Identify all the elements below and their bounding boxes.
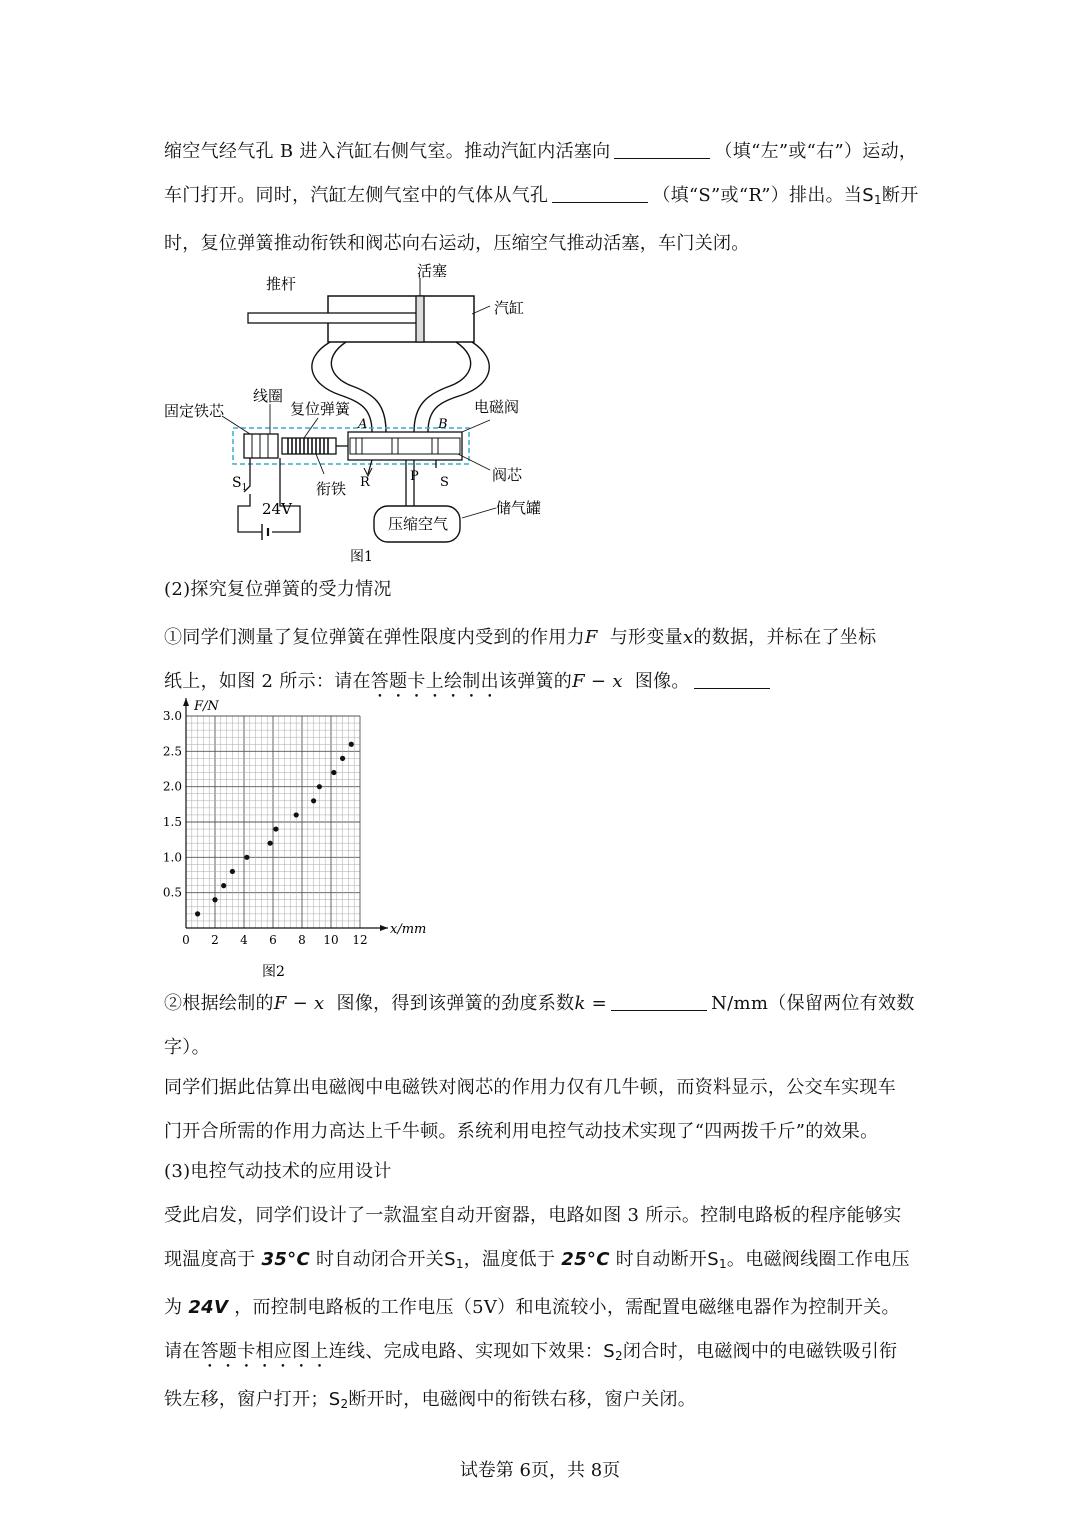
info-paragraph: 同学们据此估算出电磁阀中电磁铁对阀芯的作用力仅有几牛顿，而资料显示，公交车实现车 门开合所需的作用力高达上千牛顿。系统利用电控气动技术实现了“四两拨千斤”的效果。 [164,1077,896,1142]
answer-blank-stiffness[interactable] [611,992,707,1011]
label-compressed-air: 压缩空气 [388,515,449,533]
data-point [331,770,336,775]
data-point [268,841,273,846]
data-point [273,826,278,831]
q2-line1: ②根据绘制的F − x 图像，得到该弹簧的劲度系数k = N/mm（保留两位有效数 [164,993,915,1014]
q1-line2: 纸上，如图 2 所示：请在答题卡上绘制出该弹簧的F − x 图像。 [164,660,924,704]
q2-line2: 字）。 [164,1037,210,1058]
data-point [311,798,316,803]
page-footer: 试卷第 6页，共 8页 [459,1460,621,1481]
section-2 [164,568,924,704]
label-coil: 线圈 [253,387,284,405]
data-point [230,869,235,874]
label-port-a: A [358,417,368,432]
label-solenoid-valve: 电磁阀 [474,398,520,416]
section-3-line2: 现温度高于 35°C 时自动闭合开关$S_1$，温度低于 25°C 时自动断开$S_1$。电磁阀线圈工作电压 [164,1249,910,1271]
y-tick-label: 2.5 [162,744,182,759]
label-s1: $S_1$ [232,475,248,493]
x-tick-label: 2 [211,933,219,947]
label-spring: 复位弹簧 [290,400,351,418]
chart-grid [186,716,360,928]
valve-body [348,432,462,460]
section-3-line5: 铁左移，窗户打开；$S_2$断开时，电磁阀中的衔铁右移，窗户关闭。 [164,1389,697,1411]
data-point [340,756,345,761]
answer-blank-graph[interactable] [694,670,770,689]
para1-line3: 时，复位弹簧推动衔铁和阀芯向右运动，压缩空气推动活塞，车门关闭。 [164,233,750,254]
piston [416,296,424,342]
label-port-r: R [360,475,370,490]
data-point [244,855,249,860]
y-tick-label: 1.5 [162,815,182,829]
chart-x-label: x/mm [390,922,427,937]
chart-y-label: F/N [194,699,219,714]
section-2-title: (2)探究复位弹簧的受力情况 [164,579,392,600]
figure-1-caption: 图1 [350,549,373,565]
data-point [221,883,226,888]
para1-line1: 缩空气经气孔 B 进入汽缸右侧气室。推动汽缸内活塞向 （填“左”或“右”）运动， [164,141,918,162]
question-2 [164,982,924,1070]
para-continued [164,130,924,266]
x-tick-label: 4 [240,933,248,947]
answer-blank-port[interactable] [552,184,648,203]
label-piston: 活塞 [417,262,448,280]
q1-line1: ①同学们测量了复位弹簧在弹性限度内受到的作用力F 与形变量x的数据，并标在了坐标 [164,627,877,648]
data-point [212,897,217,902]
label-armature: 衔铁 [316,480,347,498]
label-valve-core: 阀芯 [492,466,523,484]
y-tick-label: 2.0 [162,779,182,794]
label-pushrod: 推杆 [266,275,297,293]
section-3-title: (3)电控气动技术的应用设计 [164,1161,392,1182]
answer-blank-direction[interactable] [614,140,710,159]
section-3-line4: 请在答题卡相应图上连线、完成电路、实现如下效果：$S_2$闭合时，电磁阀中的电磁铁吸引衔 [164,1341,898,1363]
data-point [317,784,322,789]
section-3: (3)电控气动技术的应用设计 受此启发，同学们设计了一款温室自动开窗器，电路如图 3 所示。控制电路板的程序能够实 现温度高于 35°C 时自动闭合开关$S_1$，温度低于 25°C 时自动断开$S_1$。电磁阀线圈工作电压 为 24V ，而控制电路板的工作电压（5V）和电流较小，需配置电磁继电器作为控制开关。 请在答题卡相应图上连线、完成电路、实现如下效果：$S_2$闭合时，电磁阀中的电磁铁吸引衔 铁左移，窗户打开；$S_2$断开时，电磁阀中的衔铁右移，窗户关闭。 [164,1150,924,1426]
label-cylinder: 汽缸 [494,299,525,317]
data-point [294,812,299,817]
push-rod [248,313,418,323]
figure-2-caption: 图2 [262,964,285,980]
y-tick-label: 3.0 [162,709,182,723]
x-tick-label: 0 [182,933,190,947]
x-tick-label: 10 [323,933,339,947]
label-tank: 储气罐 [496,499,542,517]
label-port-s: S [440,475,449,490]
para1-line2: 车门打开。同时，汽缸左侧气室中的气体从气孔 （填“S”或“R”）排出。当$S_1$断开 [164,185,919,207]
figure-2-chart [150,692,440,982]
data-point [195,911,200,916]
label-port-p: P [410,469,419,484]
y-tick-label: 0.5 [162,885,182,900]
x-axis-arrow [380,925,388,931]
x-tick-label: 6 [269,933,277,947]
data-point [349,742,354,747]
y-axis-arrow [183,698,189,706]
label-fixed-core: 固定铁芯 [164,402,225,420]
circuit-wire [238,458,300,532]
label-port-b: B [438,417,448,432]
chart-axes [183,698,388,931]
y-tick-label: 1.0 [162,850,182,865]
fixed-core [244,434,278,458]
x-tick-label: 8 [298,933,306,947]
section-3-line3: 为 24V ，而控制电路板的工作电压（5V）和电流较小，需配置电磁继电器作为控制开关。 [164,1297,900,1318]
x-tick-label: 12 [352,933,368,947]
figure-1-diagram [150,255,550,575]
label-voltage: 24V [262,500,292,518]
